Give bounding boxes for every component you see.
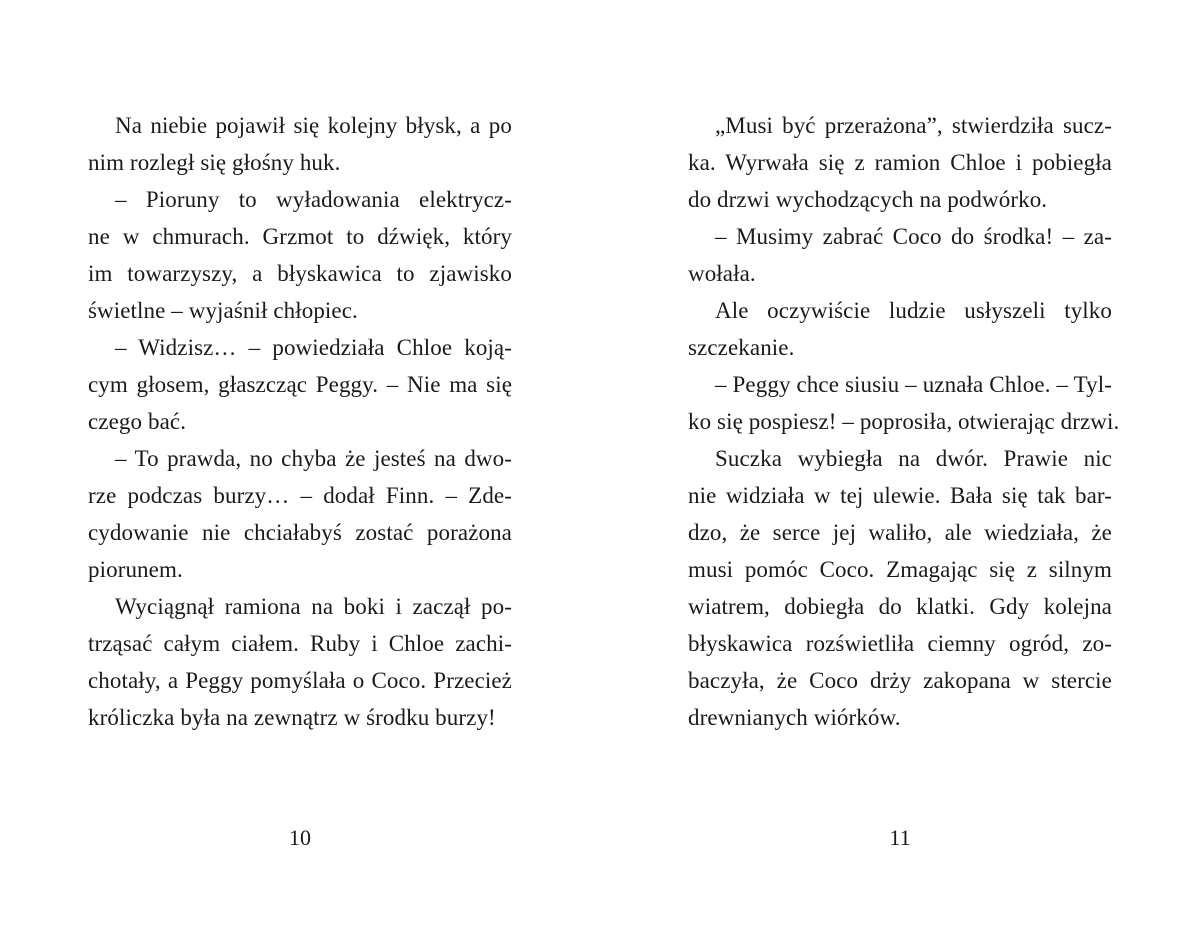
text-line: ko się pospiesz! – poprosiła, otwierając drzwi. <box>688 409 1120 434</box>
text-line: rze podczas burzy… – dodał Finn. – Zde- <box>88 483 512 508</box>
text-line: szczekanie. <box>688 335 795 360</box>
text-line: czego bać. <box>88 409 187 434</box>
text-line: – Musimy zabrać Coco do środka! – za- <box>715 224 1112 249</box>
text-line: baczyła, że Coco drży zakopana w stercie <box>688 668 1112 693</box>
text-line: ne w chmurach. Grzmot to dźwięk, który <box>88 224 512 249</box>
text-line: ka. Wyrwała się z ramion Chloe i pobiegła <box>688 150 1112 175</box>
text-line: drewnianych wiórków. <box>688 705 901 730</box>
text-line: świetlne – wyjaśnił chłopiec. <box>88 298 358 323</box>
text-line: trząsać całym ciałem. Ruby i Chloe zachi- <box>88 631 512 656</box>
text-line: piorunem. <box>88 557 183 582</box>
text-line: wołała. <box>688 261 756 286</box>
page-right-text-block <box>688 107 1120 736</box>
text-line: wiatrem, dobiegła do klatki. Gdy kolejna <box>688 594 1112 619</box>
text-line: nim rozległ się głośny huk. <box>88 150 341 175</box>
page-left-text-block <box>88 107 512 736</box>
text-line: cym głosem, głaszcząc Peggy. – Nie ma się <box>88 372 512 397</box>
page-right-number: 11 <box>889 825 911 850</box>
text-line: im towarzyszy, a błyskawica to zjawisko <box>88 261 512 286</box>
text-line: cydowanie nie chciałabyś zostać porażona <box>88 520 512 545</box>
text-line: do drzwi wychodzących na podwórko. <box>688 187 1048 212</box>
text-line: – Peggy chce siusiu – uznała Chloe. – Tyl- <box>715 372 1112 397</box>
text-line: błyskawica rozświetliła ciemny ogród, zo- <box>688 631 1112 656</box>
text-line: króliczka była na zewnątrz w środku burzy! <box>88 705 496 730</box>
text-line: – To prawda, no chyba że jesteś na dwo- <box>115 446 512 471</box>
text-line: nie widziała w tej ulewie. Bała się tak bar- <box>688 483 1112 508</box>
text-line: Ale oczywiście ludzie usłyszeli tylko <box>715 298 1112 323</box>
text-line: Na niebie pojawił się kolejny błysk, a po <box>115 113 512 138</box>
text-line: Suczka wybiegła na dwór. Prawie nic <box>715 446 1112 471</box>
text-line: dzo, że serce jej waliło, ale wiedziała, że <box>688 520 1112 545</box>
text-line: musi pomóc Coco. Zmagając się z silnym <box>688 557 1112 582</box>
text-line: „Musi być przerażona”, stwierdziła sucz- <box>715 113 1112 138</box>
text-line: Wyciągnął ramiona na boki i zaczął po- <box>115 594 512 619</box>
text-line: chotały, a Peggy pomyślała o Coco. Przecież <box>88 668 512 693</box>
page-left-number: 10 <box>289 825 311 850</box>
text-line: – Pioruny to wyładowania elektrycz- <box>115 187 512 212</box>
text-line: – Widzisz… – powiedziała Chloe koją- <box>115 335 512 360</box>
